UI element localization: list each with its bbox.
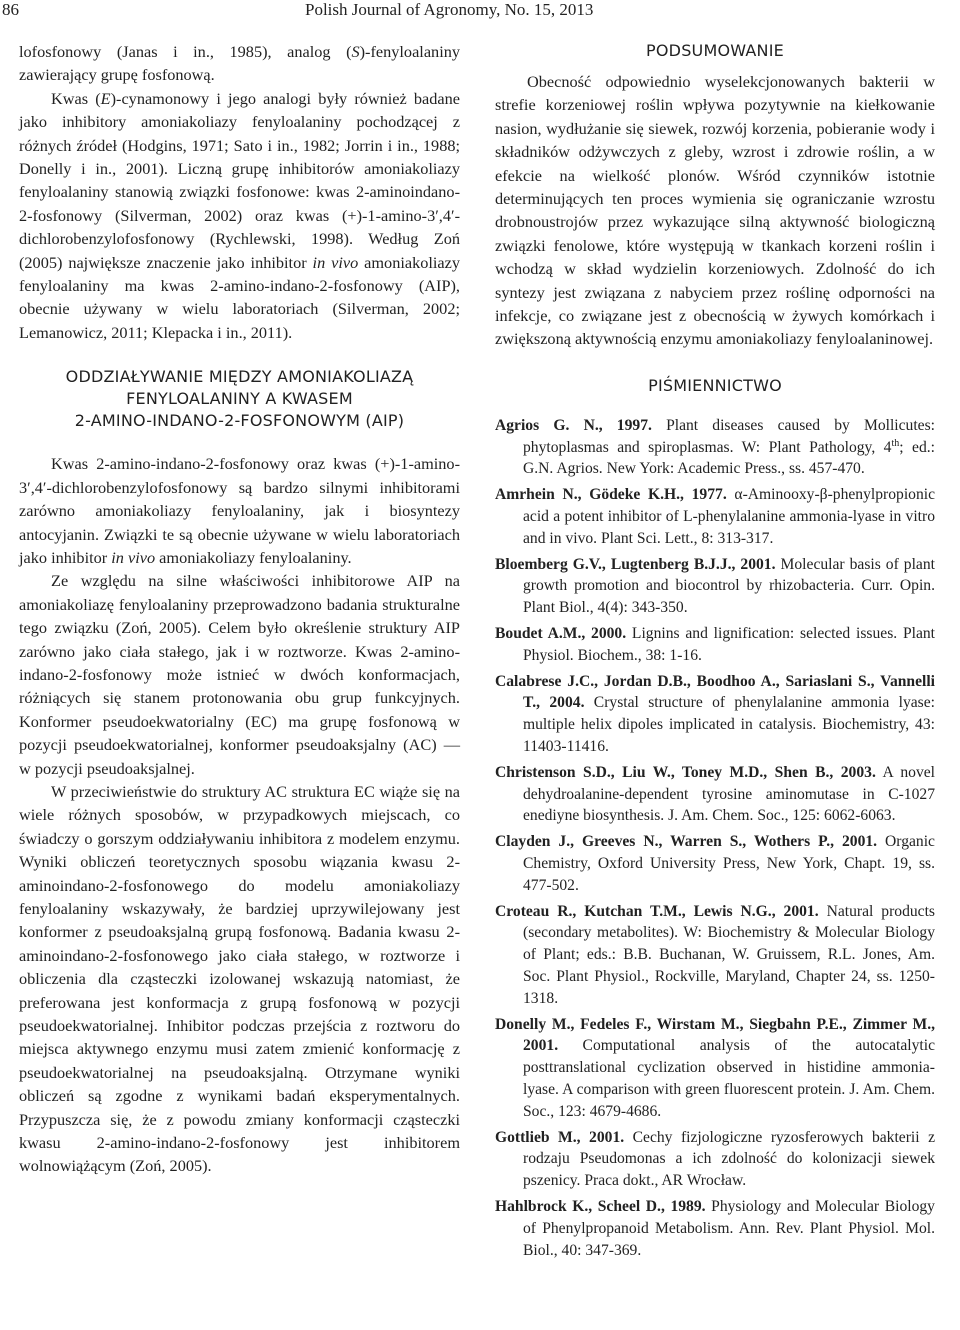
section-heading: ODDZIAŁYWANIE MIĘDZY AMONIAKOLIAZĄ FENYLOALANINY A KWASEM 2-AMINO-INDANO-2-FOSFONOWYM (AIP) [65, 367, 414, 431]
reference-item [495, 831, 935, 896]
text-run: Kwas 2-amino-indano-2-fosfonowy oraz kwas (+)-1-amino-3′,4′-dichlorobenzylofosfonowy są bardzo silnymi inhibitorami zarówno amoniakoliazy fenyloalaniny, jak i biosyntezy antocyjanin. Związki te są obecnie używane w wielu laboratoriach jako inhibitor [19, 454, 460, 567]
reference-item [495, 1014, 935, 1123]
reference-list [495, 415, 935, 1261]
text-run: Crystal structure of phenylalanine ammonia lyase: multiple helix dipoles implicated in catalysis. Biochemistry, 43: 11403-11416. [523, 694, 935, 756]
page-number: 86 [2, 0, 19, 19]
superscript: th [891, 437, 900, 449]
reference-author: Amrhein N., Gödeke K.H., 1977. [495, 486, 727, 504]
reference-item [495, 415, 935, 480]
text-run: )-fenyloalaniny zawierający grupę fosfonową. [19, 42, 460, 85]
reference-item [495, 554, 935, 619]
reference-author: Boudet A.M., 2000. [495, 625, 627, 643]
reference-author: Donelly M., Fedeles F., Wirstam M., Siegbahn P.E., Zimmer M., 2001. [495, 1015, 935, 1055]
text-run: amoniakoliazy fenyloalaniny ma kwas 2-amino-indano-2-fosfonowy (AIP), obecnie używany w wielu laboratoriach (Silverman, 2002; Lemanowicz, 2011; Klepacka i in., 2011). [19, 252, 461, 342]
text-run: amoniakoliazy fenyloalaniny. [155, 547, 352, 567]
paragraph [19, 40, 460, 87]
left-column [19, 40, 460, 1178]
reference-item [495, 671, 935, 758]
italic-run: in vivo [312, 252, 359, 272]
summary-paragraph: Obecność odpowiednio wyselekcjonowanych bakterii w strefie korzeniowej roślin wpływa pozytywnie na kiełkowanie nasion, wydłużanie się siewek, rozwój korzenia, pobieranie wody i składników odżywczych z gleby, wzrost i zdrowie roślin, a w efekcie na wielkość plonów. Wśród czynników istotnie determinujących ten proces wymienia się ograniczanie wzrostu drobnoustrojów przez wykazujące silną aktywność biologiczną związki fenolowe, które występują w tkankach korzeni roślin i wchodzą w skład wydzielin korzeniowych. Zdolność do ich syntezy jest związana z nabyciem przez roślinę odporności na infekcje, co związane jest z obecnością w żywych komórkach i zwiększoną aktywnością enzymu amoniakoliazy fenyloalaninowej. [495, 72, 935, 349]
reference-author: Bloemberg G.V., Lugtenberg B.J.J., 2001. [495, 555, 776, 573]
reference-item [495, 901, 935, 1010]
reference-item [495, 484, 935, 549]
reference-author: Gottlieb M., 2001. [495, 1128, 625, 1146]
text-run: ; ed.: G.N. Agrios. New York: Academic Press., ss. 457-470. [523, 438, 935, 478]
reference-item [495, 1196, 935, 1261]
page-header [0, 0, 960, 34]
text-run: Computational analysis of the autocatalytic posttranslational cyclization observed in histidine ammonia-lyase. A comparison with green fluorescent protein. J. Am. Chem. Soc., 123: 4679-4686. [523, 1037, 935, 1120]
reference-author: Hahlbrock K., Scheel D., 1989. [495, 1197, 706, 1215]
text-run: Physiology and Molecular Biology of Phenylpropanoid Metabolism. Ann. Rev. Plant Physiol. Mol. Biol., 40: 347-369. [523, 1197, 935, 1259]
text-run: Organic Chemistry, Oxford University Press, New York, Chapt. 19, ss. 477-502. [523, 833, 935, 894]
reference-author: Agrios G. N., 1997. [495, 416, 652, 434]
paragraph: Ze względu na silne właściwości inhibitorowe AIP na amoniakoliazę fenyloalaniny przeprowadzono badania strukturalne tego związku (Zoń, 2005). Celem było określenie struktury AIP zarówno jako ciała stałego, jak i w roztworze. Kwas 2-amino-indano-2-fosfonowy może istnieć w dwóch konformacjach, różniących się stanem protonowania obu grup funkcyjnych. Konformer pseudoekwatorialny (EC) ma grupę fosfonową w pozycji pseudoekwatorialnej, konformer pseudoaksjalny (AC) — w pozycji pseudoaksjalnej. [19, 571, 460, 778]
references-heading: PIŚMIENNICTWO [648, 375, 782, 395]
italic-run: E [100, 88, 111, 108]
paragraph [19, 452, 460, 569]
right-column [495, 40, 935, 1265]
text-run: Lignins and lignification: selected issues. Plant Physiol. Biochem., 38: 1-16. [523, 625, 936, 664]
text-run: Molecular basis of plant growth promotion and biocontrol by rhizobacteria. Curr. Opin. Plant Biol., 4(4): 343-350. [523, 555, 935, 617]
text-run: Plant diseases caused by Mollicutes: phytoplasmas and spiroplasmas. W: Plant Pathology, 4 [523, 416, 935, 456]
text-run: A novel dehydroalanine-dependent tyrosine aminomutase in C-1027 enediyne biosynthesis. J. Am. Chem. Soc., 125: 6062-6063. [523, 763, 935, 825]
italic-run: S [351, 42, 360, 61]
paragraph: W przeciwieństwie do struktury AC struktura EC wiąże się na wiele różnych sposobów, w przypadkowych miejscach, co świadczy o gorszym oddziaływaniu inhibitora z modelem enzymu. Wyniki obliczeń teoretycznych sposobu wiązania kwasu 2-aminoindano-2-fosfonowego do modelu amoniakoliazy fenyloalaniny wskazywały, że bardziej uprzywilejowany jest konformer z pseudoaksjalną grupą fosfonową. Badania kwasu 2-aminoindano-2-fosfonowego jako ciała stałego, w roztworze i obliczenia dla cząsteczki izolowanej wskazują natomiast, że preferowana jest konformacja z grupą fosfonową w pozycji pseudoekwatorialnej. Inhibitor podczas przejścia z roztworu do miejsca aktywnego enzymu musi zatem zmienić konformację z pseudoekwatorialnej na pseudoaksjalną. Otrzymane wyniki obliczeń są zgodne z wynikami badań eksperymentalnych. Przypuszcza się, że z powodu zmiany konformacji cząsteczki kwasu 2-amino-indano-2-fosfonowy jest inhibitorem wolnowiążącym (Zoń, 2005). [19, 781, 460, 1176]
text-run: α-Aminooxy-β-phenylpropionic acid a potent inhibitor of L-phenylalanine ammonia-lyase in vitro and in vivo. Plant Sci. Lett., 8: 313-317. [523, 486, 935, 547]
text-run: lofosfonowy (Janas i in., 1985), analog ( [19, 42, 352, 61]
reference-item [495, 762, 935, 827]
text-run: Cechy fizjologiczne ryzosferowych bakterii z rodzaju Pseudomonas a ich zdolność do kolonizacji siewek pszenicy. Praca dokt., AR Wrocław. [523, 1128, 935, 1190]
paragraph [19, 87, 460, 344]
reference-item [495, 623, 935, 667]
reference-author: Calabrese J.C., Jordan D.B., Boodhoo A., Sariaslani S., Vannelli T., 2004. [495, 672, 935, 712]
text-run: )-cynamonowy i jego analogi były również badane jako inhibitory amoniakoliazy fenyloalaniny pochodzącej z różnych źródeł (Hodgins, 1971; Sato i in., 1982; Jorrin i in., 1988; Donelly i in., 2001). Liczną grupę inhibitorów amoniakoliazy fenyloalaniny stanowią związki fosfonowe: kwas 2-aminoindano-2-fosfonowy (Silverman, 2002) oraz kwas (+)-1-amino-3′,4′-dichlorobenzylofosfonowy (Rychlewski, 1998). Według Zoń (2005) największe znaczenie jako inhibitor [19, 88, 460, 272]
reference-author: Croteau R., Kutchan T.M., Lewis N.G., 2001. [495, 902, 819, 920]
summary-heading: PODSUMOWANIE [646, 41, 784, 60]
running-head: Polish Journal of Agronomy, No. 15, 2013 [305, 0, 594, 19]
reference-author: Clayden J., Greeves N., Warren S., Wothers P., 2001. [495, 833, 878, 851]
text-run: Kwas ( [51, 88, 101, 108]
text-run: Natural products (secondary metabolites). W: Biochemistry & Molecular Biology of Plant; eds.: B.B. Buchanan, W. Gruissem, R.L. Jones, Am. Soc. Plant Physiol., Rockville, Maryland, Chapter 24, ss. 1250-1318. [523, 902, 935, 1007]
reference-item [495, 1127, 935, 1192]
italic-run: in vivo [111, 547, 156, 567]
reference-author: Christenson S.D., Liu W., Toney M.D., Shen B., 2003. [495, 763, 876, 781]
